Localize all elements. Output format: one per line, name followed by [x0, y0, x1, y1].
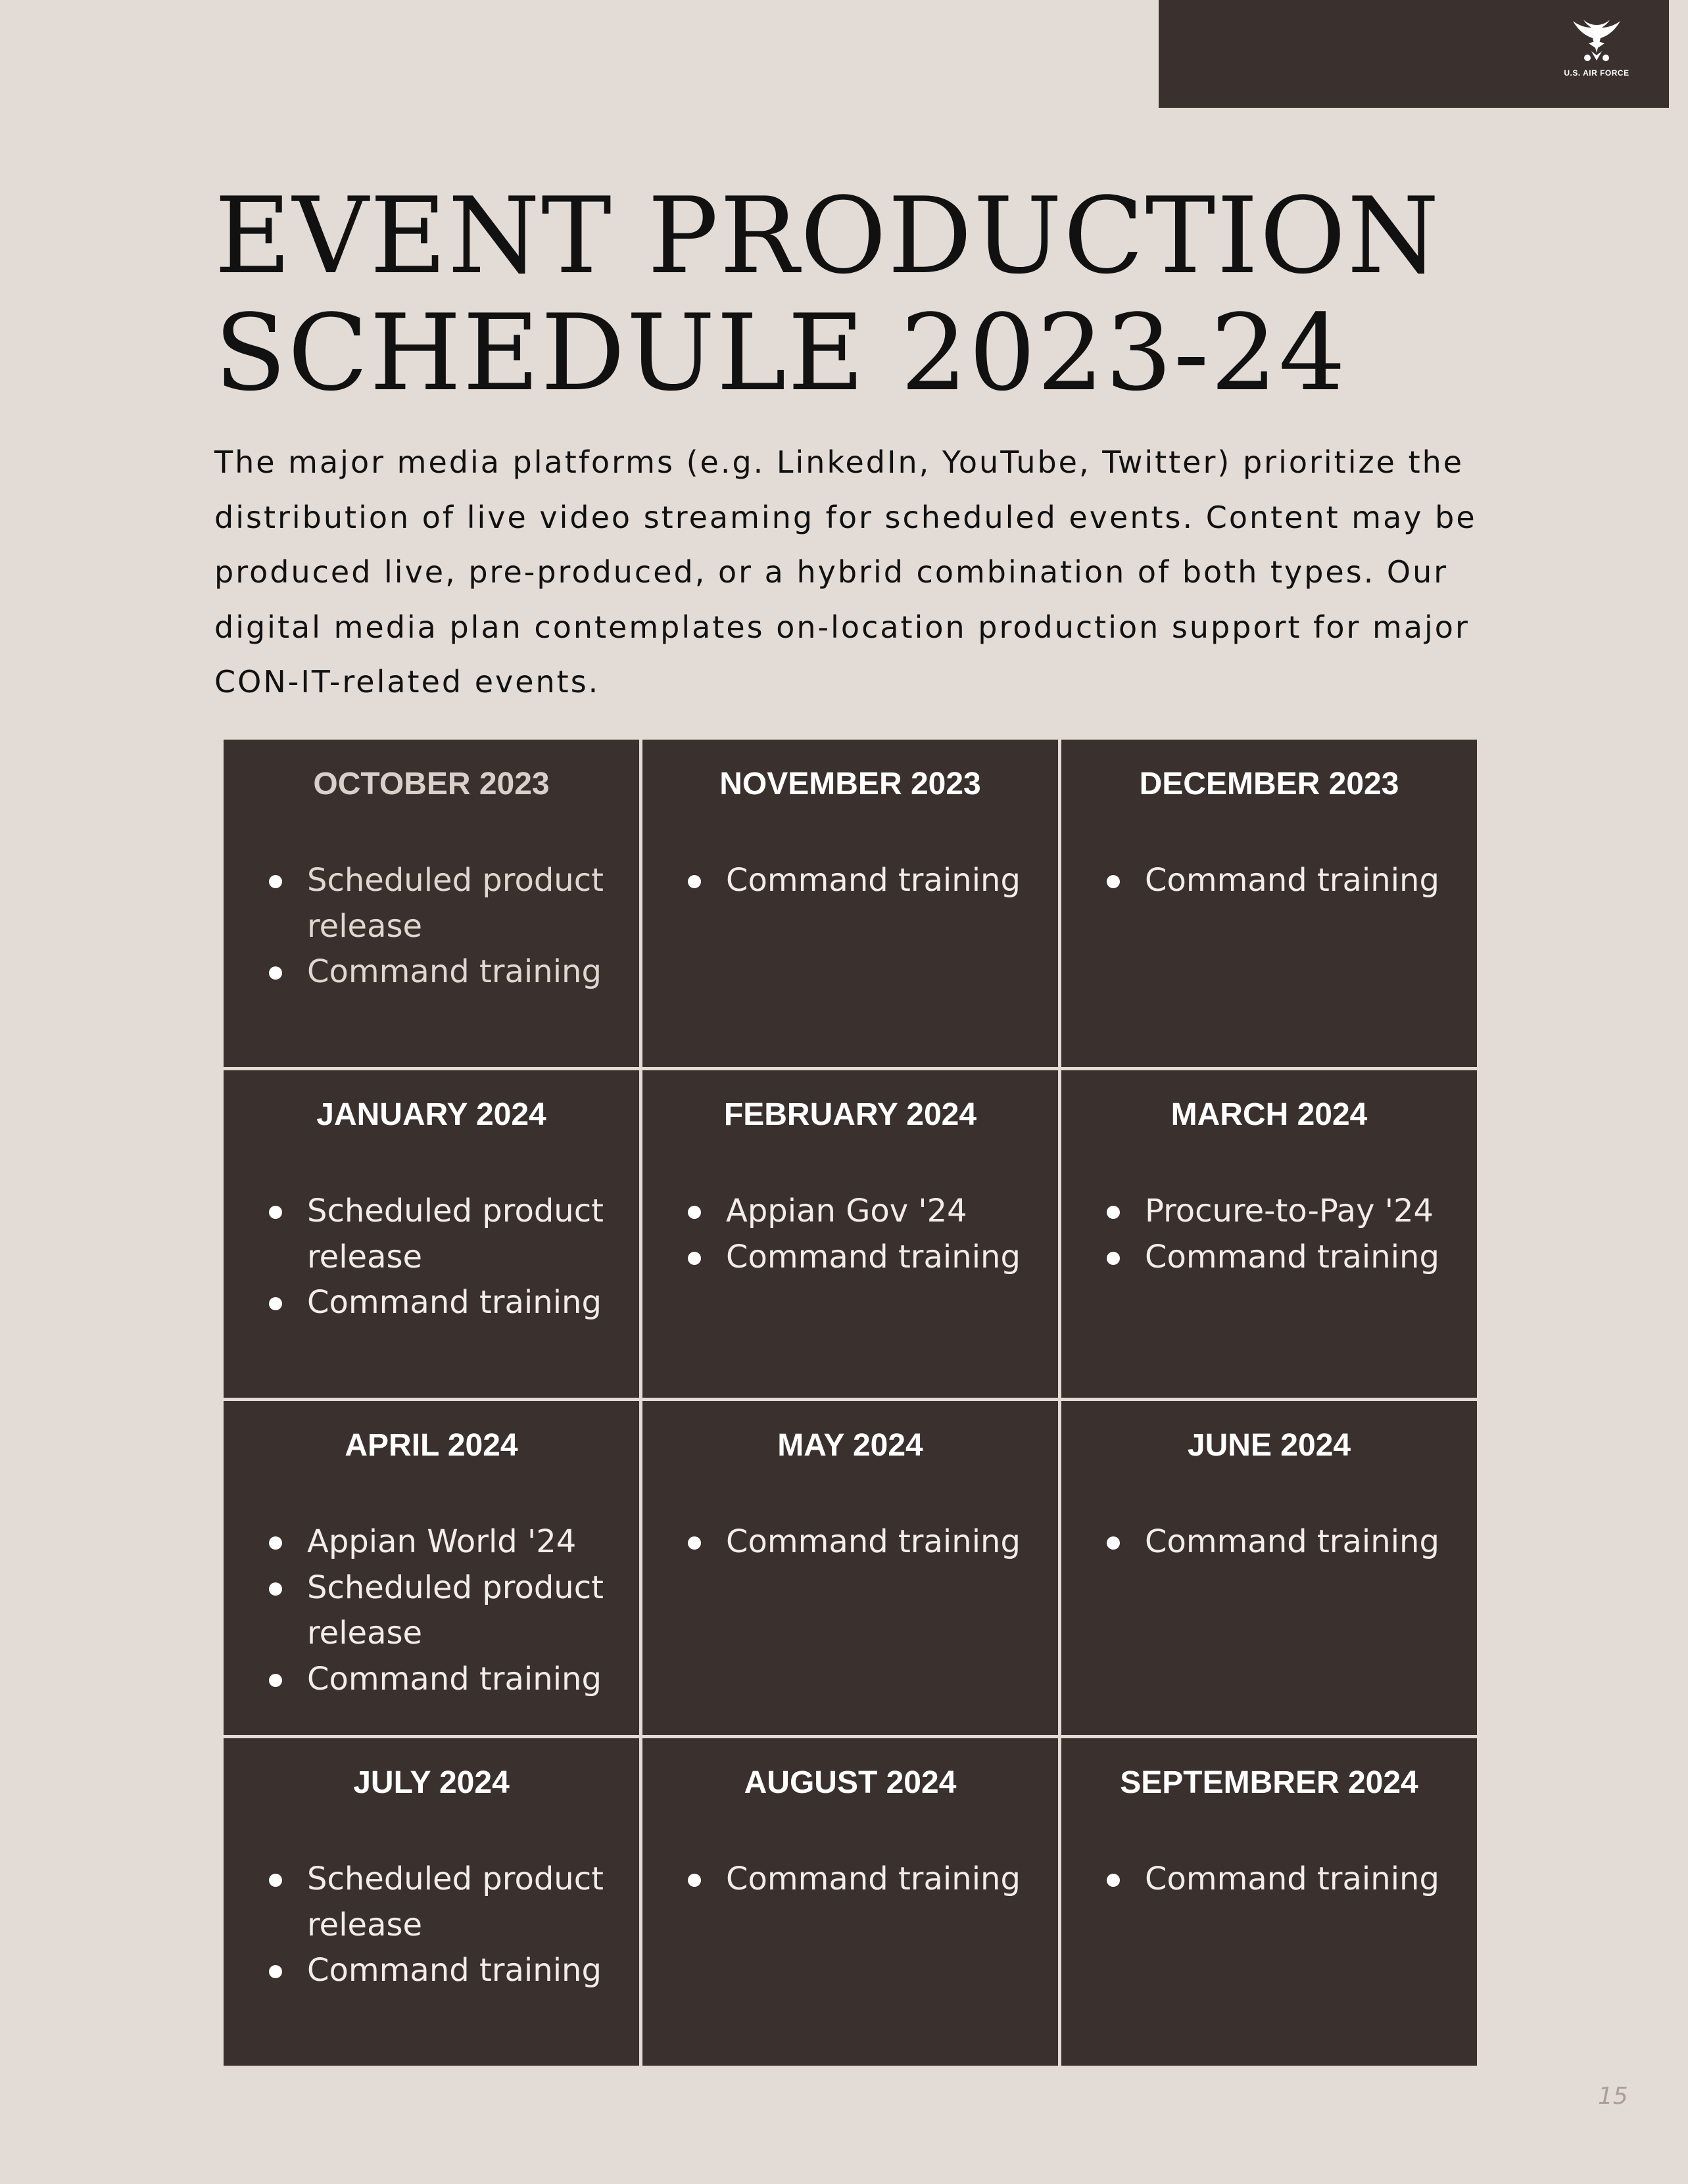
- event-item: Command training: [1145, 858, 1464, 904]
- month-events: [224, 1519, 639, 1702]
- month-title: AUGUST 2024: [744, 1765, 957, 1800]
- month-title: JUNE 2024: [1187, 1428, 1351, 1463]
- event-item: Command training: [726, 858, 1045, 904]
- month-title: DECEMBER 2023: [1139, 767, 1399, 801]
- event-item: Scheduled product release: [307, 1857, 626, 1948]
- month-title: JULY 2024: [353, 1765, 510, 1800]
- schedule-grid: [224, 740, 1477, 2066]
- month-title: MARCH 2024: [1170, 1097, 1368, 1132]
- month-events: [642, 1189, 1058, 1280]
- intro-paragraph: [214, 435, 1516, 710]
- event-item: Command training: [1145, 1857, 1464, 1903]
- event-item: Command training: [307, 949, 626, 995]
- month-cell-august-2024: [642, 1738, 1058, 2066]
- month-events: [1061, 858, 1477, 904]
- month-events: [224, 858, 639, 995]
- intro-line: CON-IT-related events.: [214, 664, 600, 700]
- usaf-logo: [1562, 18, 1631, 84]
- month-cell-july-2024: [224, 1738, 639, 2066]
- event-item: Scheduled product release: [307, 858, 626, 949]
- event-item: Appian World '24: [307, 1519, 626, 1565]
- month-title: NOVEMBER 2023: [719, 767, 981, 801]
- title-line-2: SCHEDULE 2023-24: [214, 291, 1347, 414]
- month-cell-september-2024: [1061, 1738, 1477, 2066]
- usaf-logo-text: U.S. AIR FORCE: [1564, 68, 1629, 78]
- title-line-1: EVENT PRODUCTION: [214, 174, 1441, 297]
- page-title: [214, 174, 1464, 414]
- month-events: [224, 1189, 639, 1326]
- event-item: Command training: [307, 1280, 626, 1326]
- event-item: Command training: [1145, 1235, 1464, 1281]
- month-events: [1061, 1519, 1477, 1565]
- month-title: JANUARY 2024: [316, 1097, 546, 1132]
- month-cell-may-2024: [642, 1401, 1058, 1735]
- month-title: APRIL 2024: [345, 1428, 518, 1463]
- month-title: OCTOBER 2023: [313, 767, 550, 801]
- event-item: Scheduled product release: [307, 1565, 626, 1657]
- month-events: [1061, 1857, 1477, 1903]
- month-title: SEPTEMBRER 2024: [1120, 1765, 1418, 1800]
- month-cell-november-2023: [642, 740, 1058, 1067]
- month-events: [224, 1857, 639, 1994]
- month-cell-december-2023: [1061, 740, 1477, 1067]
- intro-line: digital media plan contemplates on-location production support for major: [214, 609, 1470, 645]
- event-item: Appian Gov '24: [726, 1189, 1045, 1235]
- month-events: [642, 1857, 1058, 1903]
- month-events: [1061, 1189, 1477, 1280]
- event-item: Procure-to-Pay '24: [1145, 1189, 1464, 1235]
- event-item: Command training: [726, 1519, 1045, 1565]
- header-logo-panel: [1159, 0, 1669, 108]
- event-item: Scheduled product release: [307, 1189, 626, 1280]
- month-title: MAY 2024: [777, 1428, 923, 1463]
- page-number: 15: [1598, 2083, 1628, 2110]
- event-item: Command training: [726, 1235, 1045, 1281]
- month-cell-january-2024: [224, 1070, 639, 1398]
- intro-line: The major media platforms (e.g. LinkedIn, YouTube, Twitter) prioritize the: [214, 444, 1464, 480]
- month-events: [642, 858, 1058, 904]
- event-item: Command training: [307, 1657, 626, 1703]
- month-cell-february-2024: [642, 1070, 1058, 1398]
- month-cell-june-2024: [1061, 1401, 1477, 1735]
- usaf-wings-icon: [1569, 18, 1624, 64]
- event-item: Command training: [307, 1948, 626, 1994]
- month-events: [642, 1519, 1058, 1565]
- intro-line: produced live, pre-produced, or a hybrid combination of both types. Our: [214, 554, 1449, 590]
- month-cell-march-2024: [1061, 1070, 1477, 1398]
- month-cell-april-2024: [224, 1401, 639, 1735]
- event-item: Command training: [726, 1857, 1045, 1903]
- month-cell-october-2023: [224, 740, 639, 1067]
- month-title: FEBRUARY 2024: [723, 1097, 977, 1132]
- event-item: Command training: [1145, 1519, 1464, 1565]
- intro-line: distribution of live video streaming for scheduled events. Content may be: [214, 499, 1477, 535]
